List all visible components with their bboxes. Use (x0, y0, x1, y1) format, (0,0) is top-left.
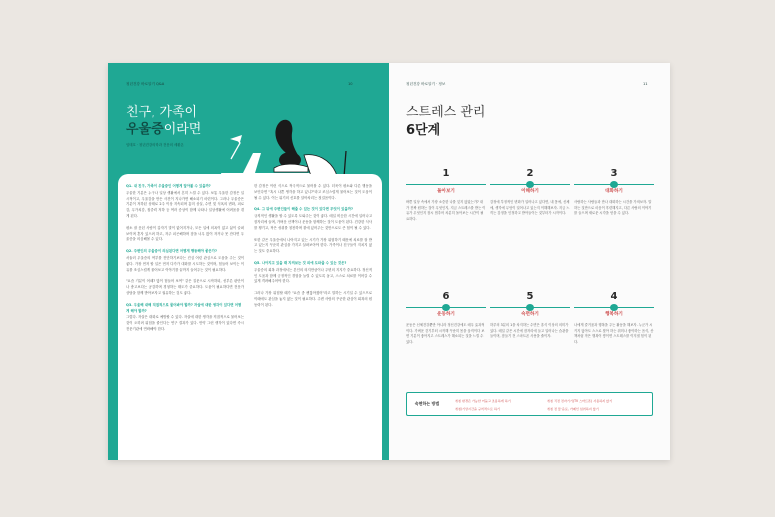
stage-label: 행복하기 (605, 312, 623, 317)
answer: 규칙적인 생활을 할 수 있도록 도와주는 것이 좋다. 매일 비슷한 시간에 일어나고 잠자리에 들며, 가벼운 산책이나 운동을 함께하는 것이 도움이 된다. 건강한 식사를 챙기고, 작은 성취를 칭찬하며 곁에 있어주는 것만으로도 큰 힘이 될 수 있다. (254, 214, 372, 230)
section-title (406, 104, 485, 140)
answer: 서둘러 우울증의 여부를 진단하기보다는 진심 어린 관심으로 도움을 주는 것이 좋다. 가장 먼저 할 일은 먼저 다가가 대화를 시도하는 것이며, 힘들어 보이는 이유를 조심스럽게 물어보고 이야기를 끝까지 들어주는 것이 필요하다. (126, 255, 244, 272)
sleep-tip: 취침/기상시간을 규칙적으로 하기 (455, 407, 500, 411)
stage-number: 2 (526, 168, 534, 179)
answer: 한 감정은 이런 식으로 적극적으로 물어볼 수 있다. 더욱이 평소와 다른 행동을 보인다면 "혹시 나쁜 생각을 하고 있니?"라고 조심스럽게 물어보는 것이 도움이 될 수 있다. 이는 위기의 신호를 알아차리는 첫걸음이다. (254, 184, 372, 200)
sleep-tip: 취침 환경은 가능한 어둡고 조용하게 하기 (455, 399, 511, 403)
title-line2 (126, 121, 201, 138)
answer: 그렇다. 자살은 대화로 예방할 수 있다. 자살에 대한 생각을 직접적으로 물어보는 것이 오히려 위험을 줄인다는 연구 결과가 있다. 만약 그런 생각이 있다면 즉시 전문기관에 연락해야 한다. (126, 315, 244, 331)
stage-2 (490, 168, 570, 217)
left-page-header: 청년건강 바로알기 Q&A (126, 82, 165, 86)
answer: 우울증의 회복 과정에서는 본인의 의지만큼이나 주변의 지지가 중요하다. 정신적인 도움과 함께 긍정적인 경험을 늘릴 수 있도록 돕고, 스스로 치료를 이어갈 수 있게 격려해주어야 한다. (254, 267, 372, 284)
stage-1 (406, 168, 486, 222)
stage-divider (406, 304, 486, 311)
stage-6 (406, 291, 486, 345)
right-page (389, 63, 670, 460)
sleep-tip: 취침 전 물·음료, 카페인 섭취하지 않기 (547, 407, 599, 411)
sleep-tips-box (406, 392, 653, 416)
qa-block (126, 279, 244, 296)
answer: 그러나 가장 위험할 때가 "요즘 좀 괜찮아졌어"라고 말하는 시기일 수 있으므로 이때에도 관심을 놓지 않는 것이 필요하다. 주변 사람의 꾸준한 관심이 회복의 원동력이 된다. (254, 291, 372, 307)
stage-number: 3 (610, 168, 618, 179)
qa-block (126, 249, 244, 273)
right-page-number: 11 (643, 82, 648, 86)
magazine-spread (108, 63, 670, 460)
title-highlight: 우울증 (126, 122, 164, 137)
stage-divider (490, 304, 570, 311)
stage-divider (574, 304, 654, 311)
stage-text: 바쁜 일상 속에서 가장 소중한 나를 잊지 않았는가? 내가 진짜 원하는 것이 무엇인지, 지금 스트레스를 받는 이유가 무엇인지 잠시 멈추어 차분히 돌아보는 시간이 필요하다. (406, 200, 486, 221)
title-line1: 친구, 가족이 (126, 105, 198, 120)
answer: 또한 같은 우울증에서 나아지고 있는 시기가 가장 위험하기 때문에 치료를 잘 받고 있는지 꾸준히 관심을 가지고 살펴보아야 한다. 가족이나 친구들이 지치지 않는 것도 중요하다. (254, 237, 372, 254)
section-title-line1: 스트레스 관리 (406, 105, 486, 120)
stage-label: 돌아보기 (437, 189, 455, 194)
stage-divider (490, 181, 570, 188)
stage-label: 대화하기 (605, 189, 623, 194)
left-page (108, 63, 389, 460)
question: Q3. 우울해 대해 직접적으로 물어봐야 할까? 자살에 대한 생각이 있다면 어떻게 해야 할까? (126, 302, 242, 313)
question: Q1. 내 친구, 가족이 우울증인 어떻게 알아볼 수 있을까? (126, 184, 211, 188)
stage-divider (574, 181, 654, 188)
stage-number: 6 (442, 291, 450, 302)
stage-3 (574, 168, 654, 217)
stage-number: 4 (610, 291, 618, 302)
qa-block (254, 207, 372, 231)
sleep-tips-title: 숙면하는 방법 (414, 401, 440, 406)
stage-text: 하루의 3분의 1을 차지하는 수면은 휴식 이상의 의미가 있다. 매일 같은 시간에 잠자리에 들고 일어나는 습관을 들이며, 잠들기 전 스마트폰 사용을 줄이자. (490, 323, 569, 339)
sleep-tip: 취침 직전 전자기기(TV 스마트폰) 사용하지 않기 (547, 399, 613, 403)
answer: "요즘 기분이 어때? 많이 힘들어 보여" 같은 질문으로 시작하되, 섣부른 판단이나 충고보다는 공감하며 경청하는 태도가 중요하다. 도움이 필요하다면 전문가 상담을 함께 받아보자고 권유하는 것도 좋다. (126, 279, 244, 295)
stage-label: 숙면하기 (521, 312, 539, 317)
question: Q5. 나아지고 있을 때 지켜보는 것 외에 도와줄 수 있는 것은? (254, 260, 347, 265)
qa-block (254, 261, 372, 285)
stage-divider (406, 181, 486, 188)
article-title (126, 104, 201, 138)
qa-block (254, 184, 372, 201)
stage-number: 1 (442, 168, 450, 179)
question: Q2. 주변인의 우울증이 의심된다면 어떻게 행동해야 좋은가? (126, 249, 217, 254)
stage-text: 나에게 즐거움과 행복을 주는 활동을 해보자. 누군가 시키지 않아도 스스로 찾아 하는 취미나 좋아하는 음식, 산책처럼 작은 행복이 쌓이면 스트레스를 이겨낼 힘이 된다. (574, 323, 654, 344)
stage-label: 이해하기 (521, 189, 539, 194)
qa-block (126, 226, 244, 243)
question: Q4. 그 뒤에 주변인들이 해줄 수 있는 것이 있다면 무엇이 있을까? (254, 207, 353, 212)
title-rest: 이라면 (163, 122, 202, 137)
stage-4 (574, 291, 654, 345)
left-page-number: 10 (348, 82, 353, 86)
stage-label: 운동하기 (437, 312, 455, 317)
qa-block (254, 238, 372, 255)
stage-number: 5 (526, 291, 534, 302)
section-title-line2: 6단계 (406, 123, 441, 138)
stage-text: 감정에 부정적인 변화가 일어나고 있다면, 내 몸에, 신체에, 생각에 무엇이 일어나고 있는지 이해해보자. 지금 느끼는 감정을 인정하고 받아들이는 것부터가 시작이다. (490, 200, 570, 216)
article-column-1 (126, 184, 244, 339)
right-page-header: 청년건강 바로알기 · 정보 (406, 82, 446, 86)
stage-text: 사람하는 사람들과 만나 대화하는 시간을 가져보자. 말하는 것만으로 마음이 후련해지고, 다른 사람의 이야기를 들으며 새로운 시각을 얻을 수 있다. (574, 200, 652, 216)
qa-block (254, 291, 372, 308)
article-author: 임태호 · 청년건강의학과 전문의 세환온 (126, 143, 184, 147)
stage-5 (490, 291, 570, 340)
article-body-panel (118, 174, 382, 460)
qa-block (126, 184, 244, 220)
answer: 우울한 기분은 누구나 일상 생활에서 흔히 느낄 수 있다. 보통 우울한 감정은 일시적이고, 우울감을 만든 사건이 지나가면 해소되기 마련이다. 그러나 우울증은 기분이 저하된 상태로 2주 이상 지속되며 흥미 상실, 수면 및 식욕의 변화, 피로감, 무가치감, 집중력 저하 등 여러 증상이 함께 나타나 일상생활에 어려움을 겪게 된다. (126, 190, 244, 218)
qa-block (126, 303, 244, 333)
stage-text: 운동은 신체건강뿐만 아니라 정신건강에도 매우 효과적이다. 가벼운 걷기부터 시작해 꾸준히 몸을 움직이다 보면 기분이 좋아지고 스트레스가 해소되는 것을 느낄 수 있다. (406, 323, 485, 344)
article-column-2 (254, 184, 372, 315)
answer: 평소 잘 웃던 사람이 갑자기 말이 없어지거나, 모든 일에 의욕이 없고 삶이 슬퍼 보이며 혼자 있으려 하고, 자주 피곤해하며 잠을 너무 많이 자거나 못 잔다면 우울증을 의심해볼 수 있다. (126, 225, 244, 242)
